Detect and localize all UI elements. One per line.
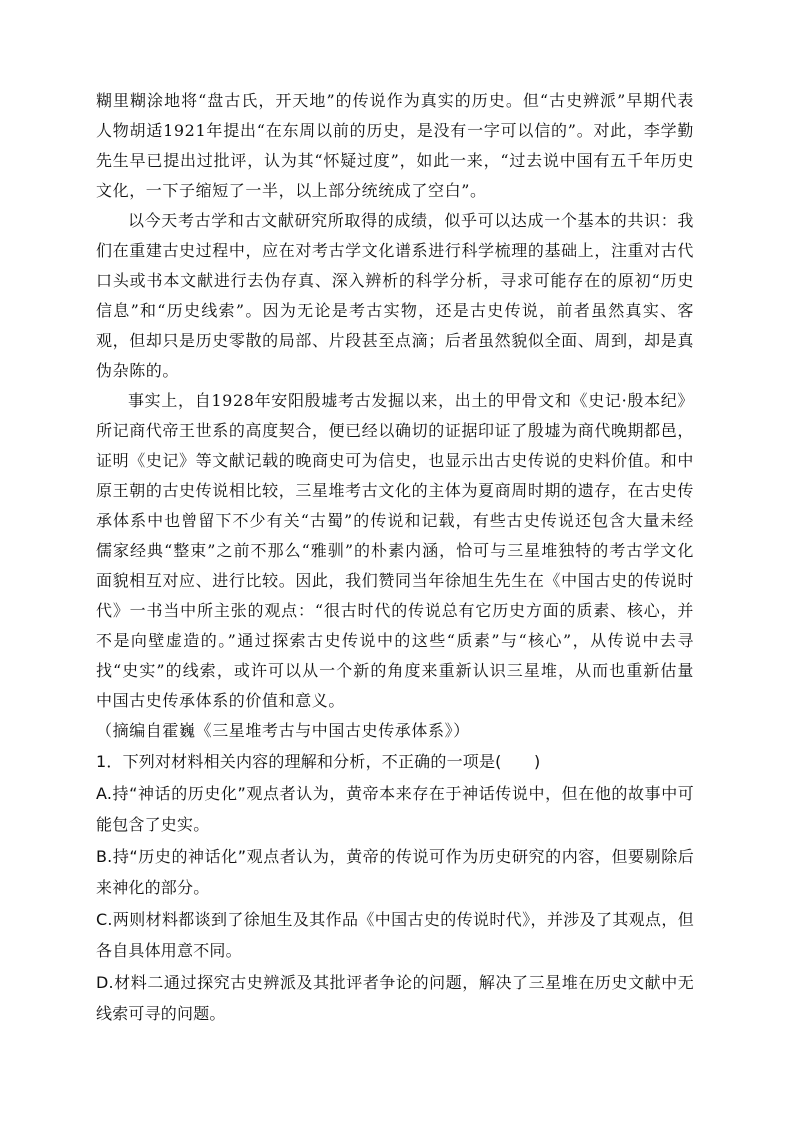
document-page xyxy=(96,86,694,1030)
question-stem: 1．下列对材料相关内容的理解和分析，不正确的一项是( ) xyxy=(96,752,541,771)
question-block xyxy=(96,746,694,1030)
option-d: D.材料二通过探究古史辨派及其批评者争论的问题，解决了三星堆在历史文献中无线索可寻的问题。 xyxy=(96,972,694,1023)
passage-source-citation: （摘编自霍巍《三星堆考古与中国古史传承体系》） xyxy=(96,721,470,740)
reading-passage xyxy=(96,86,694,746)
passage-paragraph-2: 以今天考古学和古文献研究所取得的成绩，似乎可以达成一个基本的共识：我们在重建古史过程中，应在对考古学文化谱系进行科学梳理的基础上，注重对古代口头或书本文献进行去伪存真、深入辨析的科学分析，寻求可能存在的原初“历史信息”和“历史线索”。因为无论是考古实物，还是古史传说，前者虽然真实、客观，但却只是历史零散的局部、片段甚至点滴；后者虽然貌似全面、周到，却是真伪杂陈的。 xyxy=(96,211,694,380)
passage-paragraph-1: 糊里糊涂地将“盘古氏，开天地”的传说作为真实的历史。但“古史辨派”早期代表人物胡适1921年提出“在东周以前的历史，是没有一字可以信的”。对此，李学勤先生早已提出过批评，认为其“怀疑过度”，如此一来，“过去说中国有五千年历史文化，一下子缩短了一半，以上部分统统成了空白”。 xyxy=(96,91,694,200)
option-c: C.两则材料都谈到了徐旭生及其作品《中国古史的传说时代》，并涉及了其观点，但各自具体用意不同。 xyxy=(96,909,694,960)
option-b: B.持“历史的神话化”观点者认为，黄帝的传说可作为历史研究的内容，但要剔除后来神化的部分。 xyxy=(96,846,694,897)
option-a: A.持“神话的历史化”观点者认为，黄帝本来存在于神话传说中，但在他的故事中可能包含了史实。 xyxy=(96,783,694,834)
passage-paragraph-3: 事实上，自1928年安阳殷墟考古发掘以来，出土的甲骨文和《史记·殷本纪》所记商代帝王世系的高度契合，便已经以确切的证据印证了殷墟为商代晚期都邑，证明《史记》等文献记载的晚商史可为信史，也显示出古史传说的史料价值。和中原王朝的古史传说相比较，三星堆考古文化的主体为夏商周时期的遗存，在古史传承体系中也曾留下不少有关“古蜀”的传说和记载，有些古史传说还包含大量未经儒家经典“整束”之前不那么“雅驯”的朴素内涵，恰可与三星堆独特的考古学文化面貌相互对应、进行比较。因此，我们赞同当年徐旭生先生在《中国古史的传说时代》一书当中所主张的观点：“很古时代的传说总有它历史方面的质素、核心，并不是向壁虚造的。”通过探索古史传说中的这些“质素”与“核心”，从传说中去寻找“史实”的线索，或许可以从一个新的角度来重新认识三星堆，从而也重新估量中国古史传承体系的价值和意义。 xyxy=(96,391,694,710)
